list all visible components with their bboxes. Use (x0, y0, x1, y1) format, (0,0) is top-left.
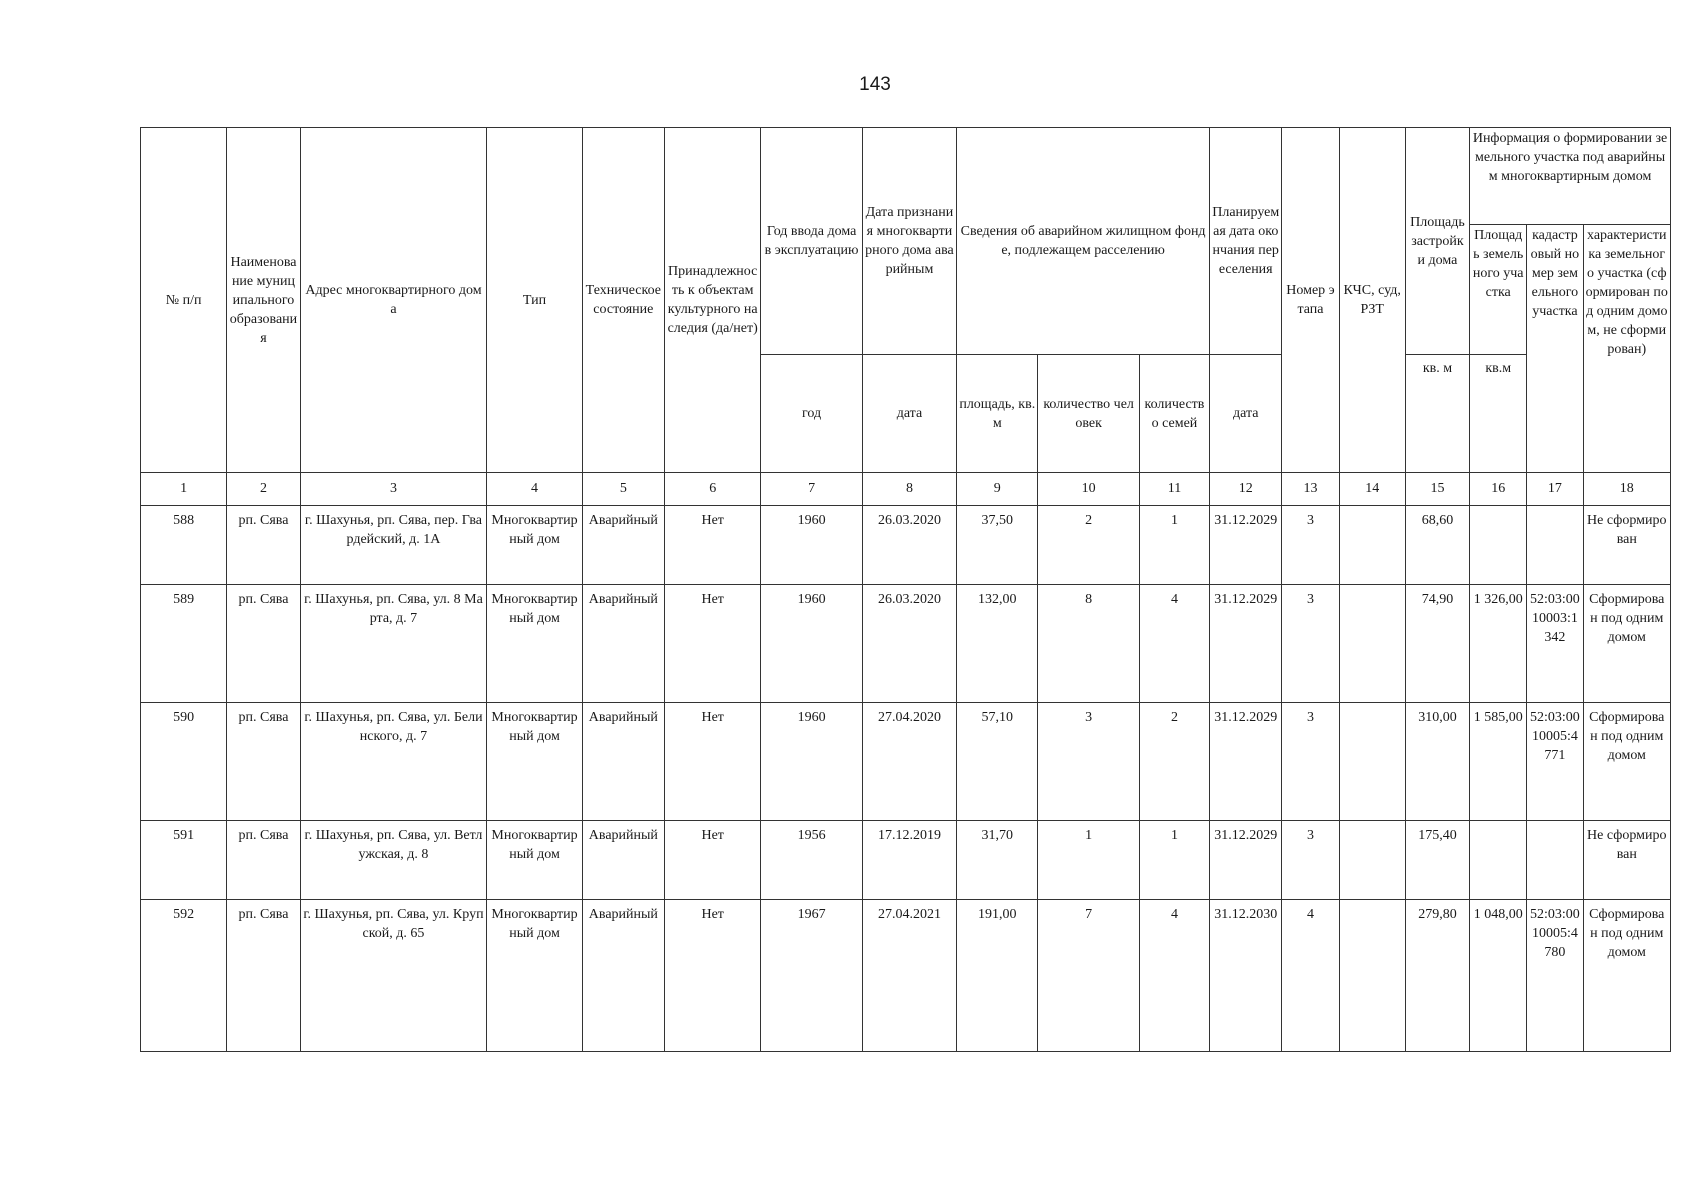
cell-land-characteristic: Сформирован под одним домом (1583, 585, 1670, 703)
column-number-row (141, 473, 1671, 506)
column-number: 16 (1470, 473, 1527, 506)
cell-type: Многоквартирный дом (487, 585, 582, 703)
cell-people: 3 (1038, 703, 1139, 821)
column-number: 5 (582, 473, 664, 506)
cell-kchs (1339, 703, 1405, 821)
header-emergency-date: Дата признания многоквартирного дома аварийным (862, 128, 956, 355)
column-number: 3 (300, 473, 487, 506)
cell-commission-year: 1967 (761, 900, 862, 1052)
cell-cadastral-number: 52:03:0010005:4780 (1527, 900, 1583, 1052)
cell-address: г. Шахунья, рп. Сява, ул. Белинского, д. 7 (300, 703, 487, 821)
cell-people: 1 (1038, 821, 1139, 900)
cell-planned-date: 31.12.2029 (1210, 703, 1282, 821)
cell-row-number: 588 (141, 506, 227, 585)
table-row (141, 821, 1671, 900)
cell-heritage: Нет (665, 506, 761, 585)
header-type: Тип (487, 128, 582, 473)
cell-stage: 3 (1282, 585, 1339, 703)
header-row-number: № п/п (141, 128, 227, 473)
header-land-area: Площадь земельного участка (1470, 225, 1527, 355)
column-number: 1 (141, 473, 227, 506)
column-number: 12 (1210, 473, 1282, 506)
cell-municipality: рп. Сява (227, 703, 300, 821)
cell-commission-year: 1960 (761, 585, 862, 703)
cell-commission-year: 1956 (761, 821, 862, 900)
table-row (141, 900, 1671, 1052)
cell-area: 132,00 (957, 585, 1038, 703)
cell-families: 2 (1139, 703, 1209, 821)
table-row (141, 585, 1671, 703)
cell-row-number: 589 (141, 585, 227, 703)
cell-emergency-date: 26.03.2020 (862, 585, 956, 703)
column-number: 8 (862, 473, 956, 506)
cell-stage: 3 (1282, 703, 1339, 821)
header-planned-date: Планируемая дата окончания переселения (1210, 128, 1282, 355)
subheader-land-area-unit: кв.м (1470, 355, 1527, 473)
cell-families: 1 (1139, 506, 1209, 585)
cell-families: 4 (1139, 585, 1209, 703)
cell-building-area: 175,40 (1405, 821, 1469, 900)
cell-land-characteristic: Не сформирован (1583, 506, 1670, 585)
cell-heritage: Нет (665, 821, 761, 900)
subheader-date: дата (862, 355, 956, 473)
column-number: 10 (1038, 473, 1139, 506)
cell-emergency-date: 27.04.2020 (862, 703, 956, 821)
cell-land-characteristic: Не сформирован (1583, 821, 1670, 900)
subheader-year: год (761, 355, 862, 473)
subheader-building-area-unit: кв. м (1405, 355, 1469, 473)
cell-address: г. Шахунья, рп. Сява, ул. 8 Марта, д. 7 (300, 585, 487, 703)
cell-cadastral-number: 52:03:0010005:4771 (1527, 703, 1583, 821)
cell-area: 37,50 (957, 506, 1038, 585)
subheader-planned-date: дата (1210, 355, 1282, 473)
column-number: 11 (1139, 473, 1209, 506)
emergency-housing-table (140, 127, 1671, 1052)
cell-land-area (1470, 821, 1527, 900)
cell-kchs (1339, 900, 1405, 1052)
cell-row-number: 591 (141, 821, 227, 900)
header-cadastral-number: кадастровый номер земельного участка (1527, 225, 1583, 473)
header-stage-number: Номер этапа (1282, 128, 1339, 473)
table-row (141, 506, 1671, 585)
cell-kchs (1339, 506, 1405, 585)
cell-land-characteristic: Сформирован под одним домом (1583, 900, 1670, 1052)
cell-building-area: 279,80 (1405, 900, 1469, 1052)
column-number: 4 (487, 473, 582, 506)
cell-area: 191,00 (957, 900, 1038, 1052)
header-building-area: Площадь застройки дома (1405, 128, 1469, 355)
cell-municipality: рп. Сява (227, 506, 300, 585)
table-row (141, 703, 1671, 821)
cell-stage: 3 (1282, 821, 1339, 900)
header-heritage: Принадлежность к объектам культурного наследия (да/нет) (665, 128, 761, 473)
cell-address: г. Шахунья, рп. Сява, пер. Гвардейский, д. 1А (300, 506, 487, 585)
cell-municipality: рп. Сява (227, 900, 300, 1052)
page-number: 143 (859, 74, 891, 95)
cell-building-area: 68,60 (1405, 506, 1469, 585)
column-number: 9 (957, 473, 1038, 506)
cell-commission-year: 1960 (761, 703, 862, 821)
cell-technical-state: Аварийный (582, 585, 664, 703)
cell-people: 7 (1038, 900, 1139, 1052)
header-emergency-fund: Сведения об аварийном жилищном фонде, подлежащем расселению (957, 128, 1210, 355)
cell-cadastral-number: 52:03:0010003:1342 (1527, 585, 1583, 703)
cell-building-area: 74,90 (1405, 585, 1469, 703)
cell-kchs (1339, 821, 1405, 900)
cell-families: 1 (1139, 821, 1209, 900)
subheader-people: количество человек (1038, 355, 1139, 473)
subheader-families: количество семей (1139, 355, 1209, 473)
cell-heritage: Нет (665, 703, 761, 821)
cell-land-area: 1 585,00 (1470, 703, 1527, 821)
header-technical-state: Техническое состояние (582, 128, 664, 473)
cell-stage: 3 (1282, 506, 1339, 585)
cell-type: Многоквартирный дом (487, 703, 582, 821)
cell-planned-date: 31.12.2030 (1210, 900, 1282, 1052)
cell-land-area (1470, 506, 1527, 585)
cell-row-number: 592 (141, 900, 227, 1052)
header-commission-year: Год ввода дома в эксплуатацию (761, 128, 862, 355)
cell-land-area: 1 326,00 (1470, 585, 1527, 703)
column-number: 18 (1583, 473, 1670, 506)
cell-area: 57,10 (957, 703, 1038, 821)
cell-type: Многоквартирный дом (487, 506, 582, 585)
header-kchs: КЧС, суд, РЗТ (1339, 128, 1405, 473)
cell-address: г. Шахунья, рп. Сява, ул. Крупской, д. 65 (300, 900, 487, 1052)
column-number: 2 (227, 473, 300, 506)
cell-area: 31,70 (957, 821, 1038, 900)
cell-cadastral-number (1527, 506, 1583, 585)
cell-municipality: рп. Сява (227, 585, 300, 703)
cell-building-area: 310,00 (1405, 703, 1469, 821)
column-number: 13 (1282, 473, 1339, 506)
column-number: 6 (665, 473, 761, 506)
cell-stage: 4 (1282, 900, 1339, 1052)
cell-families: 4 (1139, 900, 1209, 1052)
cell-planned-date: 31.12.2029 (1210, 585, 1282, 703)
header-address: Адрес многоквартирного дома (300, 128, 487, 473)
header-municipality: Наименование муниципального образования (227, 128, 300, 473)
cell-planned-date: 31.12.2029 (1210, 506, 1282, 585)
cell-address: г. Шахунья, рп. Сява, ул. Ветлужская, д. 8 (300, 821, 487, 900)
column-number: 7 (761, 473, 862, 506)
cell-people: 2 (1038, 506, 1139, 585)
cell-heritage: Нет (665, 585, 761, 703)
cell-technical-state: Аварийный (582, 821, 664, 900)
cell-commission-year: 1960 (761, 506, 862, 585)
cell-type: Многоквартирный дом (487, 821, 582, 900)
cell-land-characteristic: Сформирован под одним домом (1583, 703, 1670, 821)
column-number: 15 (1405, 473, 1469, 506)
column-number: 14 (1339, 473, 1405, 506)
cell-municipality: рп. Сява (227, 821, 300, 900)
subheader-area: площадь, кв.м (957, 355, 1038, 473)
cell-technical-state: Аварийный (582, 506, 664, 585)
cell-cadastral-number (1527, 821, 1583, 900)
column-number: 17 (1527, 473, 1583, 506)
cell-land-area: 1 048,00 (1470, 900, 1527, 1052)
cell-emergency-date: 27.04.2021 (862, 900, 956, 1052)
cell-row-number: 590 (141, 703, 227, 821)
header-land-characteristic: характеристика земельного участка (сформирован под одним домом, не сформирован) (1583, 225, 1670, 473)
cell-emergency-date: 17.12.2019 (862, 821, 956, 900)
cell-people: 8 (1038, 585, 1139, 703)
cell-kchs (1339, 585, 1405, 703)
cell-type: Многоквартирный дом (487, 900, 582, 1052)
cell-emergency-date: 26.03.2020 (862, 506, 956, 585)
cell-technical-state: Аварийный (582, 703, 664, 821)
cell-planned-date: 31.12.2029 (1210, 821, 1282, 900)
header-land-plot-info: Информация о формировании земельного участка под аварийным многоквартирным домом (1470, 128, 1671, 225)
cell-technical-state: Аварийный (582, 900, 664, 1052)
cell-heritage: Нет (665, 900, 761, 1052)
